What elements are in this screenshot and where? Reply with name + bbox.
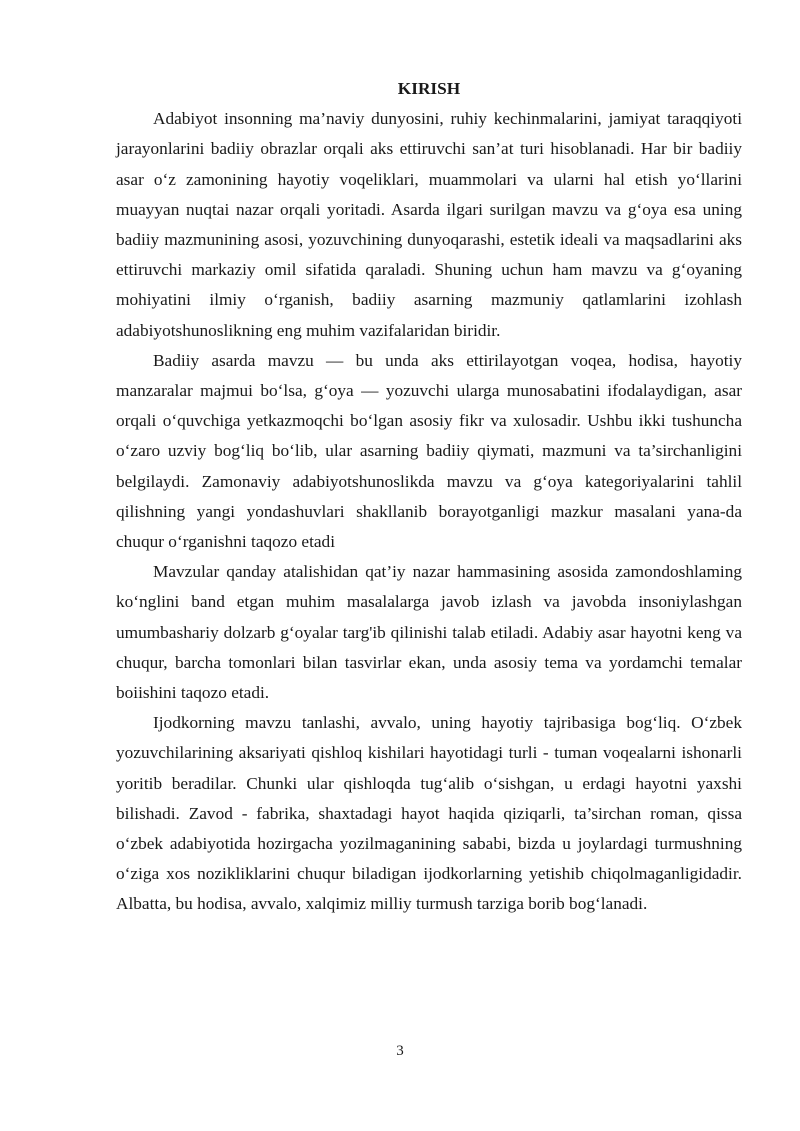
page-number: 3 xyxy=(396,1043,404,1059)
paragraph-1: Adabiyot insonning ma’naviy dunyosini, ruhiy kechinmalarini, jamiyat taraqqiyoti jarayonlarini badiiy obrazlar orqali aks ettiruvchi san’at turi hisoblanadi. Har bir badiiy asar o‘z zamonining hayotiy voqeliklari, muammolari va ularni hal etish yo‘llarini muayyan nuqtai nazar orqali yoritadi. Asarda ilgari surilgan mavzu va g‘oya esa uning badiiy mazmunining asosi, yozuvchining dunyoqarashi, estetik ideali va maqsadlarini aks ettiruvchi markaziy omil sifatida qaraladi. Shuning uchun ham mavzu va g‘oyaning mohiyatini ilmiy o‘rganish, badiiy asarning mazmuniy qatlamlarini izohlash adabiyotshunoslikning eng muhim vazifalaridan biridir. xyxy=(116,109,742,340)
document-page xyxy=(116,74,742,920)
paragraph-2: Badiiy asarda mavzu — bu unda aks ettirilayotgan voqea, hodisa, hayotiy manzaralar majmui bo‘lsa, g‘oya — yozuvchi ularga munosabatini ifodalaydigan, asar orqali o‘quvchiga yetkazmoqchi bo‘lgan asosiy fikr va xulosadir. Ushbu ikki tushuncha o‘zaro uzviy bog‘liq bo‘lib, ular asarning badiiy qiymati, mazmuni va ta’sirchanligini belgilaydi. Zamonaviy adabiyotshunoslikda mavzu va g‘oya kategoriyalarini tahlil qilishning yangi yondashuvlari shakllanib borayotganligi mazkur masalani yana-da chuqur o‘rganishni taqozo etadi xyxy=(116,350,742,552)
document-title: KIRISH xyxy=(397,79,461,98)
paragraph-3: Mavzular qanday atalishidan qat’iy nazar hammasining asosida zamondoshlaming ko‘nglini band etgan muhim masalalarga javob izlash va javobda insoniylashgan umumbashariy dolzarb g‘oyalar targ'ib qilinishi talab etiladi. Adabiy asar hayotni keng va chuqur, barcha tomonlari bilan tasvirlar ekan, unda asosiy tema va yordamchi temalar boiishini taqozo etadi. xyxy=(116,562,742,703)
paragraph-4: Ijodkorning mavzu tanlashi, avvalo, uning hayotiy tajribasiga bog‘liq. O‘zbek yozuvchilarining aksariyati qishloq kishilari hayotidagi turli - tuman voqealarni ishonarli yoritib beradilar. Chunki ular qishloqda tug‘alib o‘sishgan, u erdagi hayotni yaxshi bilishadi. Zavod - fabrika, shaxtadagi hayot haqida qiziqarli, ta’sirchan roman, qissa o‘zbek adabiyotida hozirgacha yozilmaganining sababi, bizda u joylardagi turmushning o‘ziga xos nozikliklarini chuqur biladigan ijodkorlarning yetishib chiqolmaganligidadir. Albatta, bu hodisa, avvalo, xalqimiz milliy turmush tarziga borib bog‘lanadi. xyxy=(116,713,742,914)
